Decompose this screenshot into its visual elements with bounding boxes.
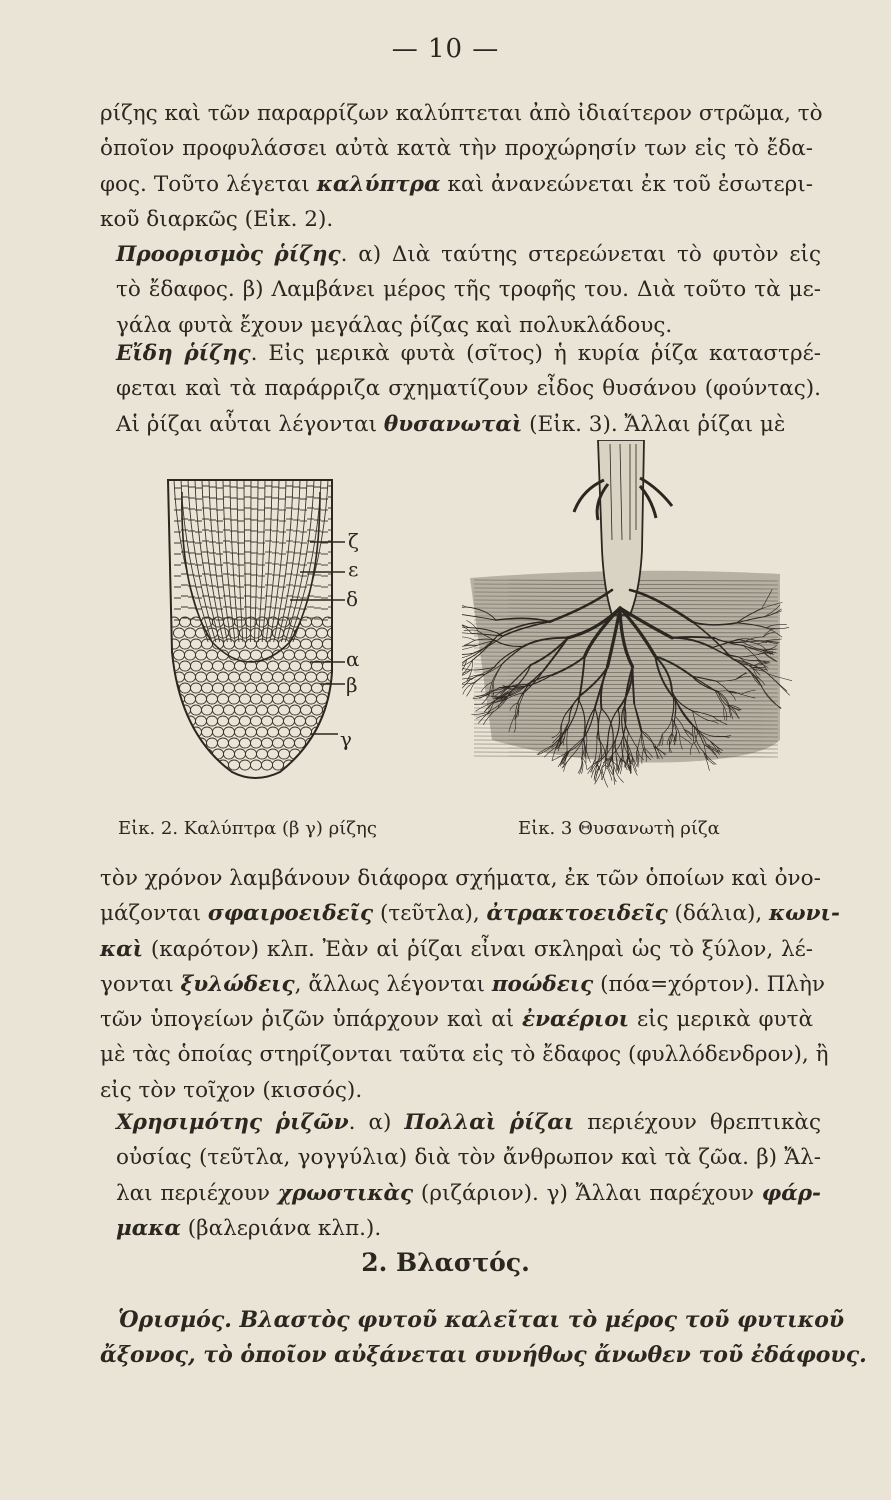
cap-cell <box>201 683 212 693</box>
cap-cell <box>305 650 316 660</box>
text-line <box>116 1211 821 1246</box>
cap-cell <box>228 716 239 726</box>
cap-cell <box>267 683 278 693</box>
emphasized-term: Πολλαὶ ῥίζαι <box>404 1110 575 1135</box>
text-run: Αἱ ῥίζαι αὗται λέγονται <box>116 411 384 437</box>
text-run: (τεῦτλα), <box>373 901 487 927</box>
emphasized-term: ἐναέριοι <box>522 1007 630 1033</box>
cap-cell <box>173 628 184 638</box>
text-run: (πόα=χόρτον). Πλὴν <box>593 971 825 997</box>
fig2-label-zeta: ζ <box>348 529 359 553</box>
emphasized-term: κωνι- <box>769 901 840 927</box>
cap-cell <box>168 727 179 737</box>
cap-cell <box>184 738 195 748</box>
cap-cell <box>311 617 322 627</box>
cap-cell <box>261 716 272 726</box>
text-line <box>100 932 813 967</box>
cap-cell <box>294 694 305 704</box>
cap-cell <box>316 738 327 748</box>
text-line <box>116 371 821 406</box>
cap-cell <box>278 661 289 671</box>
cap-cell <box>212 683 223 693</box>
cap-cell <box>179 749 190 759</box>
cap-cell <box>195 650 206 660</box>
cap-cell <box>316 760 327 770</box>
cap-cell <box>283 738 294 748</box>
cell-column-line <box>254 480 258 642</box>
cap-cell <box>173 650 184 660</box>
text-line <box>100 967 825 1002</box>
cap-cell <box>250 760 261 770</box>
text-run: περιέχουν θρεπτικὰς <box>574 1110 821 1135</box>
figure-fibrous-root-illustration <box>462 440 792 815</box>
cap-cell <box>272 672 283 682</box>
cap-cell <box>333 639 344 649</box>
text-run: γάλα φυτὰ ἔχουν μεγάλας ῥίζας καὶ πολυκλάδους. <box>116 312 673 338</box>
text-run: τὸν χρόνον λαμβάνουν διάφορα σχήματα, ἐκ τῶν ὁποίων καὶ ὀνο- <box>100 866 821 891</box>
text-line <box>100 1002 813 1037</box>
figure3-caption: Εἰκ. 3 Θυσανωτὴ ρίζα <box>518 818 720 839</box>
emphasized-term: ποώδεις <box>491 971 594 997</box>
text-run: εἰς τὸν τοῖχον (κισσός). <box>100 1077 363 1103</box>
cap-cell <box>228 694 239 704</box>
root-branch <box>462 665 471 670</box>
cap-cell <box>179 727 190 737</box>
page-number: — 10 — <box>391 34 500 64</box>
text-run: ρίζης καὶ τῶν παραρρίζων καλύπτεται ἀπὸ ἰδιαίτερον στρῶμα, τὸ <box>100 101 823 126</box>
root-branch <box>672 637 714 638</box>
cap-cell <box>212 661 223 671</box>
cap-cell <box>234 639 245 649</box>
cap-cell <box>234 705 245 715</box>
cap-cell <box>168 617 179 627</box>
cap-cell <box>250 650 261 660</box>
cap-cell <box>333 617 344 627</box>
text-run: (ριζάριον). γ) Ἄλλαι παρέχουν <box>413 1180 762 1206</box>
cap-cell <box>190 661 201 671</box>
text-run: μὲ τὰς ὁποίας στηρίζονται ταῦτα εἰς τὸ ἔδαφος (φυλλόδενδρον), ἢ <box>100 1042 829 1068</box>
cap-cell <box>272 628 283 638</box>
cap-cell <box>294 672 305 682</box>
fig2-label-epsilon: ε <box>348 557 359 581</box>
cap-cell <box>173 760 184 770</box>
cap-cell <box>168 705 179 715</box>
cap-cell <box>272 716 283 726</box>
cap-cell <box>184 650 195 660</box>
cap-cell <box>168 749 179 759</box>
cap-cell <box>256 705 267 715</box>
cap-cell <box>300 727 311 737</box>
cap-cell <box>294 738 305 748</box>
text-run: (καρότον) κλπ. Ἐὰν αἱ ῥίζαι εἶναι σκληραὶ ὡς τὸ ξύλον, λέ- <box>143 936 813 962</box>
text-line <box>100 167 813 202</box>
text-line <box>100 96 823 131</box>
cap-cell <box>272 738 283 748</box>
cap-cell <box>289 683 300 693</box>
cap-cell <box>300 683 311 693</box>
cap-cell <box>322 749 333 759</box>
cap-cell <box>300 639 311 649</box>
paragraph-root-uses <box>108 1105 821 1246</box>
text-run: . α) <box>348 1110 405 1135</box>
cap-cell <box>322 727 333 737</box>
cap-cell <box>278 683 289 693</box>
cap-cell <box>300 661 311 671</box>
cap-cell <box>272 760 283 770</box>
cap-cell <box>338 628 349 638</box>
cap-cell <box>184 628 195 638</box>
emphasized-term: μακα <box>116 1215 181 1241</box>
cap-cell <box>201 705 212 715</box>
emphasized-term: Εἴδη ῥίζης <box>116 341 251 366</box>
cap-cell <box>311 639 322 649</box>
cap-cell <box>179 617 190 627</box>
cap-cell <box>261 672 272 682</box>
cap-cell <box>201 727 212 737</box>
cap-cell <box>256 683 267 693</box>
cap-cell <box>206 694 217 704</box>
text-run: , ἄλλως λέγονται <box>294 971 492 997</box>
cap-cell <box>190 749 201 759</box>
cap-cell <box>173 738 184 748</box>
paragraph-root-shapes <box>100 861 840 1108</box>
cap-cell <box>234 683 245 693</box>
root-branch <box>462 596 466 607</box>
cap-cell <box>316 650 327 660</box>
cap-cell <box>173 716 184 726</box>
emphasized-term: ξυλώδεις <box>180 971 295 997</box>
text-run: καὶ ἀνανεώνεται ἐκ τοῦ ἐσωτερι- <box>440 171 813 197</box>
root-branch <box>464 630 478 631</box>
cap-cell <box>239 694 250 704</box>
text-run: (Εἰκ. 3). Ἄλλαι ῥίζαι μὲ <box>522 411 786 437</box>
cap-cell <box>305 672 316 682</box>
text-line <box>100 1037 829 1072</box>
text-run: μάζονται <box>100 901 208 927</box>
cap-cell <box>223 639 234 649</box>
cap-cell <box>250 628 261 638</box>
cap-cell <box>338 760 349 770</box>
text-run: εἰς μερικὰ φυτὰ <box>629 1007 813 1033</box>
text-run: . α) Διὰ ταύτης στερεώνεται τὸ φυτὸν εἰς <box>340 242 821 267</box>
cap-cell <box>289 661 300 671</box>
cap-cell <box>228 738 239 748</box>
cap-cell <box>239 716 250 726</box>
cap-cell <box>206 738 217 748</box>
cap-cell <box>289 705 300 715</box>
cap-cell <box>234 727 245 737</box>
text-run: (δάλια), <box>667 901 770 927</box>
text-run: γονται <box>100 971 181 997</box>
text-run: φεται καὶ τὰ παράρριζα σχηματίζουν εἶδος θυσάνου (φούντας). <box>116 376 821 402</box>
emphasized-term: ἀτρακτοειδεῖς <box>486 901 668 927</box>
text-line <box>100 1073 813 1108</box>
cap-cell <box>305 760 316 770</box>
text-line <box>116 1176 821 1211</box>
cap-cell <box>283 650 294 660</box>
cap-cell <box>195 694 206 704</box>
cap-cell <box>245 705 256 715</box>
text-run: τῶν ὑπογείων ῥιζῶν ὑπάρχουν καὶ αἱ <box>100 1007 523 1033</box>
fig2-label-beta: β <box>346 673 358 697</box>
cap-cell <box>206 716 217 726</box>
cap-cell <box>256 749 267 759</box>
cap-cell <box>333 705 344 715</box>
text-line <box>100 131 813 166</box>
cap-cell <box>267 639 278 649</box>
cap-cell <box>184 694 195 704</box>
cap-cell <box>245 727 256 737</box>
cell-column-line <box>188 480 216 642</box>
emphasized-term: σφαιροειδεῖς <box>207 901 374 927</box>
cap-cell <box>294 716 305 726</box>
cap-cell <box>217 694 228 704</box>
cap-cell <box>217 716 228 726</box>
cap-cell <box>256 661 267 671</box>
cap-cell <box>278 727 289 737</box>
cap-cell <box>195 672 206 682</box>
cap-cell <box>278 705 289 715</box>
cap-cell <box>278 749 289 759</box>
cap-cell <box>305 694 316 704</box>
cap-cell <box>239 650 250 660</box>
cap-cell <box>239 628 250 638</box>
cap-cell <box>305 628 316 638</box>
text-line <box>116 1140 821 1175</box>
cap-cell <box>239 760 250 770</box>
cap-cell <box>250 694 261 704</box>
cap-cell <box>278 617 289 627</box>
cap-cell <box>206 650 217 660</box>
cap-cell <box>338 716 349 726</box>
root-branch <box>579 758 582 774</box>
text-line <box>100 202 813 237</box>
cap-cell <box>250 672 261 682</box>
emphasized-term: καὶ <box>100 936 144 962</box>
cap-cell <box>327 760 338 770</box>
cap-cell <box>327 738 338 748</box>
cap-cell <box>316 628 327 638</box>
cap-cell <box>261 694 272 704</box>
emphasized-term: καλύπτρα <box>316 171 441 197</box>
text-run: . Εἰς μερικὰ φυτὰ (σῖτος) ἡ κυρία ῥίζα καταστρέ- <box>250 341 821 366</box>
text-line <box>116 407 821 442</box>
text-line <box>100 861 821 896</box>
cap-cell <box>316 694 327 704</box>
text-line <box>116 1105 821 1140</box>
cap-cell <box>256 727 267 737</box>
definition-line: Ὁρισμός. Βλαστὸς φυτοῦ καλεῖται τὸ μέρος τοῦ φυτικοῦ <box>118 1307 845 1333</box>
cap-cell <box>267 705 278 715</box>
cap-cell <box>294 650 305 660</box>
text-line <box>116 237 821 272</box>
cap-cell <box>212 705 223 715</box>
cap-cell <box>311 705 322 715</box>
cap-cell <box>234 749 245 759</box>
cap-cell <box>300 705 311 715</box>
definition-line: ἄξονος, τὸ ὁποῖον αὐξάνεται συνήθως ἄνωθεν τοῦ ἐδάφους. <box>100 1342 867 1368</box>
figure2-caption: Εἰκ. 2. Καλύπτρα (β γ) ρίζης <box>118 818 377 839</box>
emphasized-term: φάρ- <box>761 1180 821 1206</box>
section-heading-stem: 2. Βλαστός. <box>361 1248 530 1277</box>
cap-cell <box>267 661 278 671</box>
cap-cell <box>294 760 305 770</box>
cap-cell <box>327 672 338 682</box>
cap-cell <box>190 683 201 693</box>
cap-cell <box>327 716 338 726</box>
emphasized-term: Προορισμὸς ῥίζης <box>116 242 341 267</box>
cap-cell <box>212 727 223 737</box>
emphasized-term: χρωστικὰς <box>277 1180 414 1206</box>
cap-cell <box>223 727 234 737</box>
cap-cell <box>256 617 267 627</box>
cap-cell <box>267 749 278 759</box>
cap-cell <box>184 672 195 682</box>
fig2-label-gamma: γ <box>340 727 352 751</box>
cap-cell <box>250 716 261 726</box>
cap-cell <box>228 760 239 770</box>
figure-root-cap-illustration <box>160 472 370 792</box>
cap-cell <box>201 661 212 671</box>
text-run: τὸ ἔδαφος. β) Λαμβάνει μέρος τῆς τροφῆς του. Διὰ τοῦτο τὰ με- <box>116 277 821 303</box>
cap-cell <box>245 683 256 693</box>
cap-cell <box>305 716 316 726</box>
cap-cell <box>228 672 239 682</box>
cap-cell <box>316 672 327 682</box>
cap-cell <box>217 672 228 682</box>
cap-cell <box>223 683 234 693</box>
cap-cell <box>195 716 206 726</box>
text-run: οὐσίας (τεῦτλα, γογγύλια) διὰ τὸν ἄνθρωπον καὶ τὰ ζῶα. β) Ἄλ- <box>116 1145 821 1171</box>
text-run: λαι περιέχουν <box>116 1180 278 1206</box>
paragraph-kalyptra <box>100 96 823 237</box>
cap-cell <box>245 749 256 759</box>
emphasized-term: Χρησιμότης ῥιζῶν <box>116 1110 349 1135</box>
cap-cell <box>272 694 283 704</box>
cap-cell <box>184 760 195 770</box>
fig2-label-alpha: α <box>346 647 360 671</box>
cap-cell <box>234 617 245 627</box>
cap-cell <box>289 727 300 737</box>
cap-cell <box>283 694 294 704</box>
emphasized-term: θυσανωταὶ <box>383 411 523 437</box>
cap-cell <box>261 738 272 748</box>
cap-cell <box>239 738 250 748</box>
cap-cell <box>179 639 190 649</box>
cap-cell <box>206 672 217 682</box>
fig2-label-delta: δ <box>346 587 359 611</box>
text-run: φος. Τοῦτο λέγεται <box>100 171 317 197</box>
cap-cell <box>190 705 201 715</box>
paragraph-root-purpose <box>108 237 821 343</box>
cap-cell <box>195 760 206 770</box>
cap-cell <box>179 661 190 671</box>
text-line <box>116 336 821 371</box>
cap-cell <box>311 749 322 759</box>
text-run: ὁποῖον προφυλάσσει αὐτὰ κατὰ τὴν προχώρησίν των εἰς τὸ ἔδα- <box>100 136 813 162</box>
cap-cell <box>250 738 261 748</box>
text-run: (βαλεριάνα κλπ.). <box>180 1215 382 1241</box>
definition-stem <box>100 1303 867 1373</box>
cap-cell <box>217 738 228 748</box>
cap-cell <box>283 672 294 682</box>
cap-cell <box>267 727 278 737</box>
cap-cell <box>179 683 190 693</box>
cap-cell <box>283 716 294 726</box>
root-branch <box>462 637 475 641</box>
cap-cell <box>223 661 234 671</box>
cap-cell <box>223 705 234 715</box>
cap-cell <box>206 760 217 770</box>
paragraph-root-types <box>108 336 821 442</box>
cap-cell <box>223 749 234 759</box>
text-line <box>100 896 840 931</box>
cap-cell <box>239 672 250 682</box>
cap-cell <box>217 628 228 638</box>
cap-cell <box>190 639 201 649</box>
cap-cell <box>261 760 272 770</box>
text-run: κοῦ διαρκῶς (Εἰκ. 2). <box>100 206 334 232</box>
text-line <box>116 272 821 307</box>
cap-cell <box>168 639 179 649</box>
cap-cell <box>234 661 245 671</box>
